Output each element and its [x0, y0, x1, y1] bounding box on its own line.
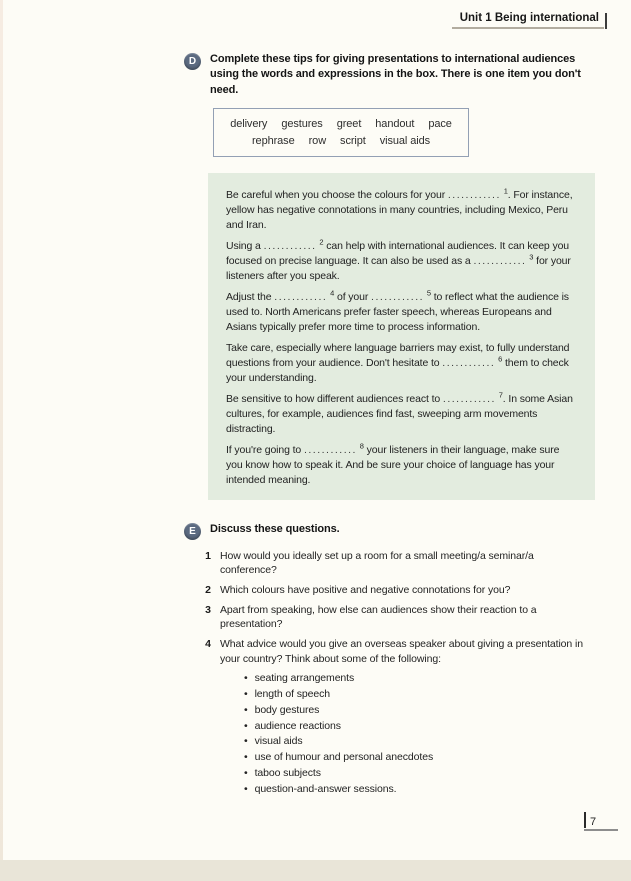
page-number-text: 7	[590, 816, 597, 828]
answer-blank: ............	[263, 240, 317, 253]
list-item: • visual aids	[244, 734, 600, 750]
answer-blank: ............	[442, 393, 496, 406]
answer-blank: ............	[447, 189, 501, 202]
blank-number: 4	[330, 288, 335, 298]
question-item	[184, 549, 600, 578]
list-item: • question-and-answer sessions.	[244, 782, 600, 798]
discussion-topics-list	[244, 671, 600, 797]
list-item: • seating arrangements	[244, 671, 600, 687]
blank-number: 3	[529, 252, 534, 262]
word-box-line	[220, 133, 462, 150]
section-e-header	[184, 522, 600, 540]
page-left-edge	[0, 0, 3, 881]
word-bank-item: visual aids	[379, 134, 430, 147]
word-bank-item: script	[340, 134, 366, 147]
blank-number: 7	[498, 390, 503, 400]
blank-number: 2	[319, 237, 324, 247]
question-number: 1	[205, 549, 211, 562]
header-rule-bar	[605, 13, 607, 29]
word-box	[213, 108, 469, 157]
list-item: • length of speech	[244, 687, 600, 703]
list-item: • audience reactions	[244, 719, 600, 735]
tip-paragraph: Be careful when you choose the colours for your ............ $^1$. For instance, yellow has negative connotations in many countries, including Mexico, Peru and Iran.	[226, 186, 573, 231]
section-e-heading: Discuss these questions.	[210, 522, 340, 535]
blank-number: 1	[503, 186, 508, 196]
question-number: 2	[205, 583, 211, 596]
blank-number: 8	[359, 441, 364, 451]
answer-blank: ............	[274, 291, 328, 304]
answer-blank: ............	[473, 254, 527, 267]
question-text: How would you ideally set up a room for a small meeting/a seminar/a conference?	[220, 549, 534, 577]
page-bottom-edge	[0, 860, 631, 881]
page-content	[184, 52, 600, 797]
answer-blank: ............	[303, 444, 357, 457]
list-item: • body gestures	[244, 703, 600, 719]
section-e-badge: E	[184, 523, 201, 540]
section-d-instructions: Complete these tips for giving presentations to international audiences using the words and expressions in the box. There is one item you don't need.	[210, 53, 581, 96]
question-number: 4	[205, 637, 211, 650]
word-box-line	[220, 116, 462, 133]
answer-blank: ............	[442, 357, 496, 370]
question-item	[184, 637, 600, 666]
tip-paragraph: Take care, especially where language barriers may exist, to fully understand questions from your audience. Don't hesitate to ............ $^6$ them to check your understanding.	[226, 342, 570, 384]
blank-number: 6	[498, 354, 503, 364]
tip-paragraph: Adjust the ............ $^4$ of your ............ $^5$ to reflect what the audience is used to. North Americans prefer faster speech, whereas Europeans and Asians typically prefer more time to process information.	[226, 288, 569, 333]
list-item: • use of humour and personal anecdotes	[244, 750, 600, 766]
word-bank-item: row	[308, 134, 327, 147]
question-item	[184, 583, 600, 598]
question-text: Apart from speaking, how else can audiences show their reaction to a presentation?	[220, 603, 537, 631]
tip-paragraph: If you're going to ............ $^8$ your listeners in their language, make sure you know how to speak it. And be sure your choice of language has your intended meaning.	[226, 441, 560, 486]
question-list	[184, 549, 600, 798]
question-item	[184, 603, 600, 632]
word-bank-item: pace	[428, 118, 452, 131]
tips-box	[208, 173, 595, 499]
unit-header-label: Unit 1 Being international	[452, 12, 604, 29]
page-header	[452, 12, 607, 29]
word-bank-item: gestures	[281, 118, 323, 131]
word-bank-item: handout	[375, 118, 415, 131]
section-d-header	[184, 52, 600, 98]
list-item: • taboo subjects	[244, 766, 600, 782]
section-d-badge: D	[184, 53, 201, 70]
page-number	[584, 812, 618, 831]
question-number: 3	[205, 603, 211, 616]
word-bank-item: delivery	[230, 118, 268, 131]
question-text: What advice would you give an overseas speaker about giving a presentation in your country? Think about some of the following:	[220, 637, 583, 665]
question-text: Which colours have positive and negative connotations for you?	[220, 583, 511, 596]
tip-paragraph: Using a ............ $^2$ can help with international audiences. It can keep you focused on precise language. It can also be used as a ............ $^3$ for your listeners after you speak.	[226, 237, 571, 282]
blank-number: 5	[426, 288, 431, 298]
answer-blank: ............	[371, 291, 425, 304]
word-bank-item: greet	[336, 118, 362, 131]
tip-paragraph: Be sensitive to how different audiences react to ............ $^7$. In some Asian cultures, for example, audiences find fast, sweeping arm movements distracting.	[226, 390, 573, 435]
word-bank-item: rephrase	[251, 134, 295, 147]
